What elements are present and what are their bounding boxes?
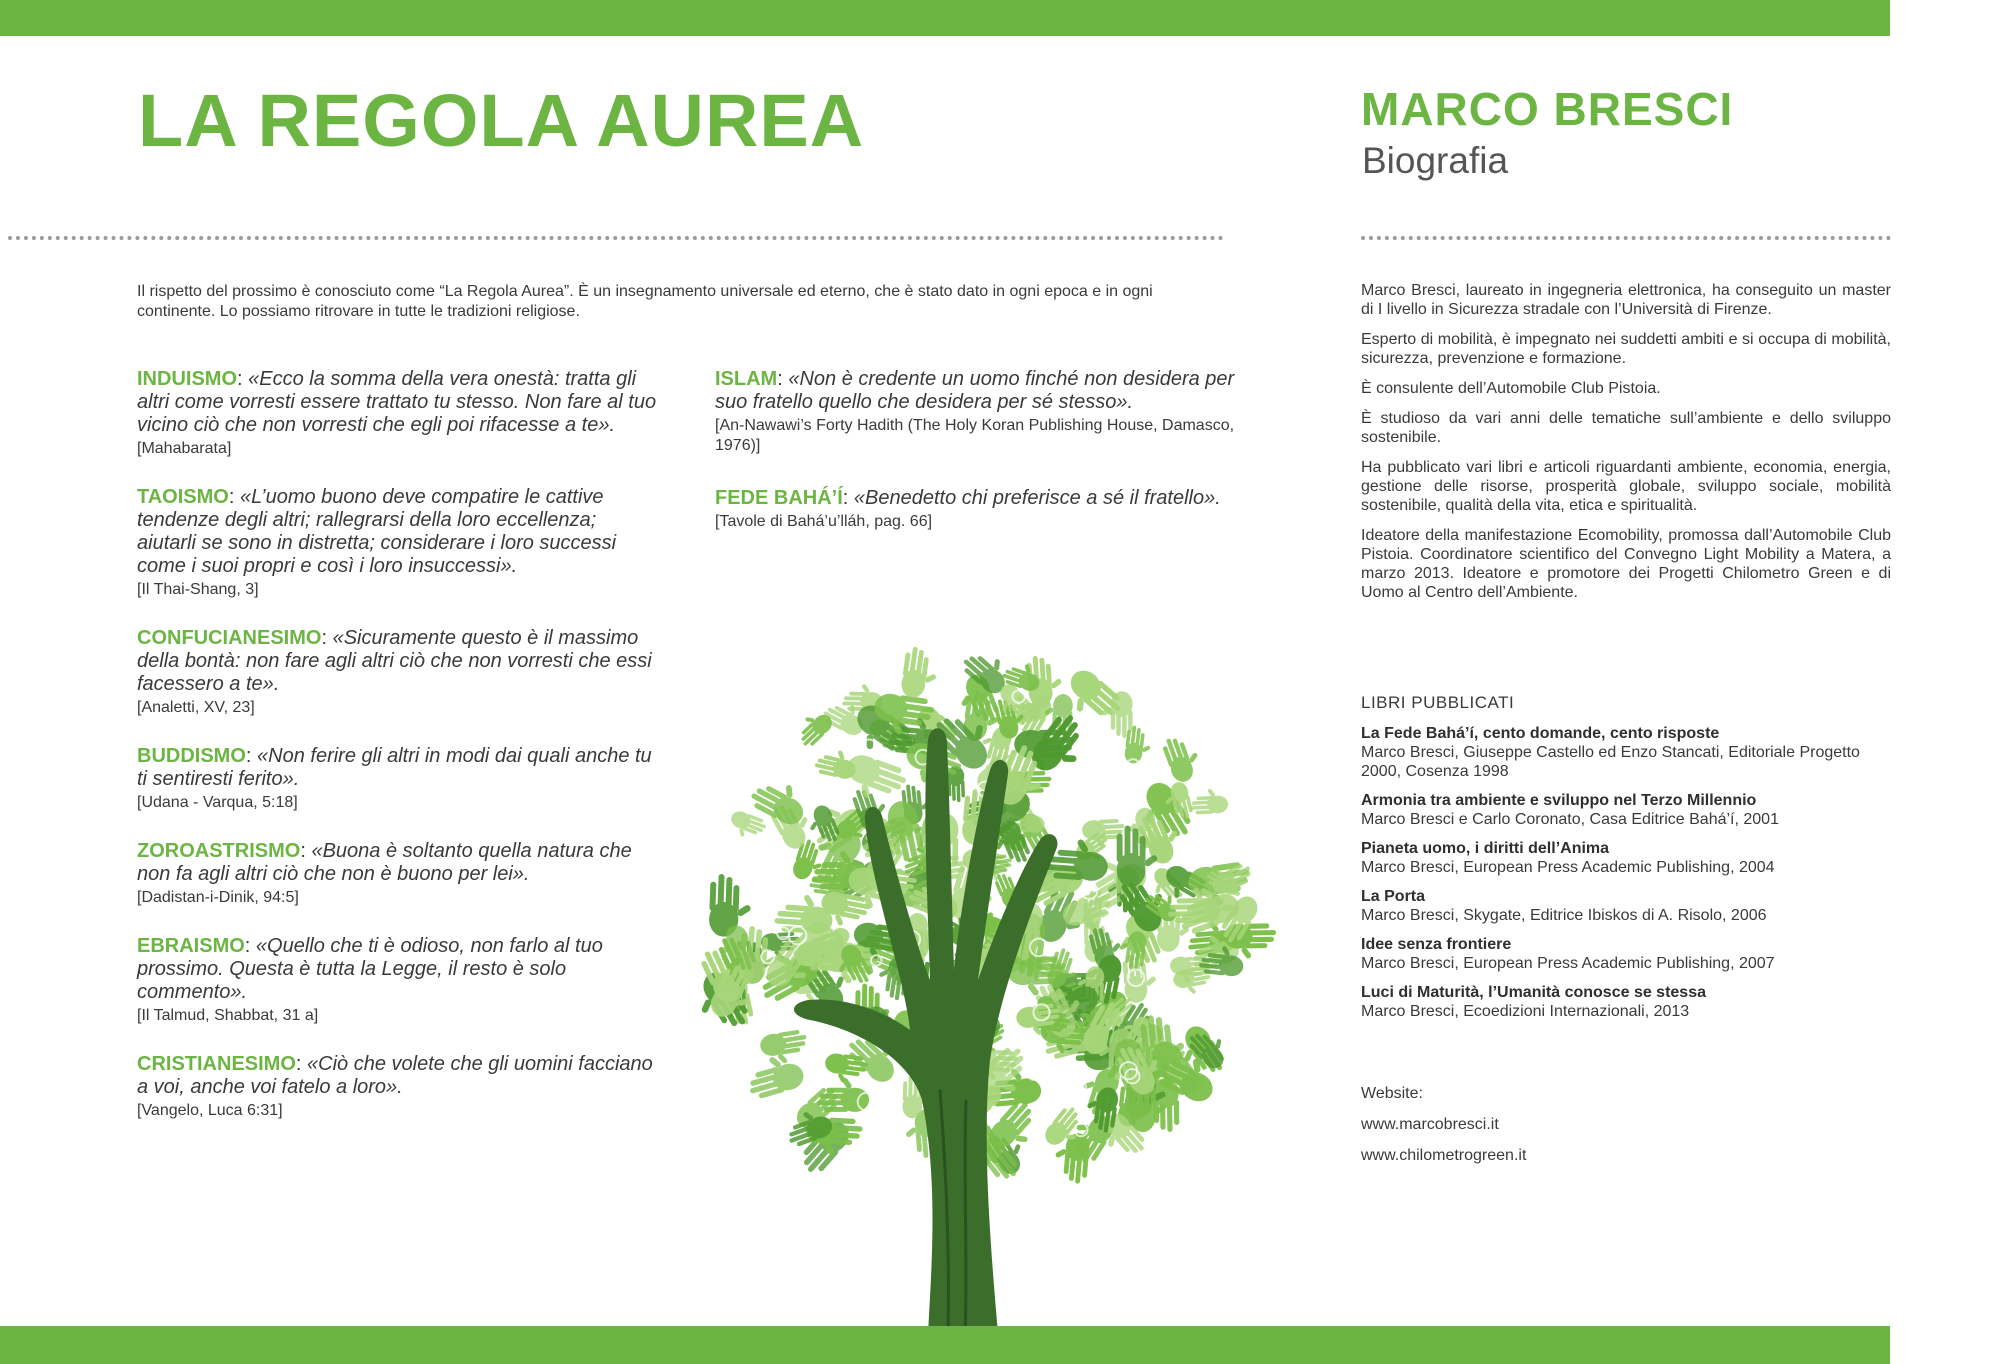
bio-paragraph: Ideatore della manifestazione Ecomobility, promossa dall’Automobile Club Pistoia. Coordinatore scientifico del Convegno Light Mobility a Matera, a marzo 2013. Ideatore e promotore dei Progetti Chilometro Green e di Uomo al Centro dell’Ambiente. bbox=[1361, 527, 1891, 601]
quote-item: ZOROASTRISMO: «Buona è soltanto quella natura che non fa agli altri ciò che non è buono per lei». [Dadistan-i-Dinik, 94:5] bbox=[137, 840, 657, 908]
book-item bbox=[1361, 791, 1901, 829]
book-details: Marco Bresci e Carlo Coronato, Casa Editrice Bahá’í, 2001 bbox=[1361, 811, 1779, 828]
quote-item: CONFUCIANESIMO: «Sicuramente questo è il massimo della bontà: non fare agli altri ciò che non vorresti che essi facessero a te». [Analetti, XV, 23] bbox=[137, 627, 657, 718]
quote-text: «L’uomo buono deve compatire le cattive tendenze degli altri; rallegrarsi della loro eccellenza; aiutarli se sono in distretta; considerare i loro successi come i suoi propri e così i loro insuccessi». bbox=[137, 486, 617, 577]
website-link-chilometrogreen[interactable]: www.chilometrogreen.it bbox=[1361, 1147, 1527, 1164]
website-block bbox=[1361, 1084, 1526, 1177]
book-item bbox=[1361, 935, 1901, 973]
quote-source: [An-Nawawi’s Forty Hadith (The Holy Koran Publishing House, Damasco, 1976)] bbox=[715, 417, 1235, 454]
books-list bbox=[1361, 724, 1901, 1031]
hand-leaf-icon bbox=[1083, 1085, 1120, 1134]
religion-name: TAOISMO bbox=[137, 486, 229, 508]
quote-source: [Il Talmud, Shabbat, 31 a] bbox=[137, 1007, 319, 1024]
book-item bbox=[1361, 839, 1901, 877]
book-title: La Fede Bahá’í, cento domande, cento risposte bbox=[1361, 725, 1720, 742]
hand-leaf-icon bbox=[742, 1049, 806, 1101]
quote-text: «Quello che ti è odioso, non farlo al tuo prossimo. Questa è tutta la Legge, il resto è solo commento». bbox=[137, 935, 603, 1003]
book-title: Armonia tra ambiente e sviluppo nel Terzo Millennio bbox=[1361, 792, 1757, 809]
quote-item: TAOISMO: «L’uomo buono deve compatire le cattive tendenze degli altri; rallegrarsi della loro eccellenza; aiutarli se sono in distretta; considerare i loro successi come i suoi propri e così i loro insuccessi». [Il Thai-Shang, 3] bbox=[137, 486, 657, 600]
quote-text: «Non ferire gli altri in modi dai quali anche tu ti sentiresti ferito». bbox=[137, 745, 652, 790]
hand-tree-icon bbox=[660, 620, 1300, 1334]
quote-item: FEDE BAHÁ’Í: «Benedetto chi preferisce a sé il fratello». [Tavole di Bahá’u’lláh, pag. 66] bbox=[715, 487, 1235, 532]
book-details: Marco Bresci, European Press Academic Publishing, 2007 bbox=[1361, 955, 1775, 972]
quote-source: [Udana - Varqua, 5:18] bbox=[137, 794, 298, 811]
hand-leaf-icon bbox=[900, 646, 941, 701]
spiral-icon bbox=[1190, 830, 1203, 843]
hand-leaf-icon bbox=[1160, 731, 1205, 785]
bio-paragraph: Esperto di mobilità, è impegnato nei suddetti ambiti e si occupa di mobilità, sicurezza, prevenzione e formazione. bbox=[1361, 331, 1891, 367]
quote-item: BUDDISMO: «Non ferire gli altri in modi dai quali anche tu ti sentiresti ferito». [Udana - Varqua, 5:18] bbox=[137, 745, 657, 813]
page-title: LA REGOLA AUREA bbox=[138, 79, 865, 162]
religion-name: EBRAISMO bbox=[137, 935, 245, 957]
hand-leaf-icon bbox=[791, 705, 836, 749]
quote-source: [Mahabarata] bbox=[137, 440, 232, 457]
bio-paragraph: È studioso da vari anni delle tematiche sull’ambiente e dello sviluppo sostenibile. bbox=[1361, 410, 1891, 446]
religion-name: ZOROASTRISMO bbox=[137, 840, 301, 862]
bio-paragraph: Ha pubblicato vari libri e articoli riguardanti ambiente, economia, energia, gestione delle risorse, prosperità globale, sviluppo sociale, mobilità sostenibile, qualità della vita, etica e spiritualità. bbox=[1361, 459, 1891, 514]
religion-name: FEDE BAHÁ’Í bbox=[715, 487, 843, 509]
quote-source: [Il Thai-Shang, 3] bbox=[137, 581, 259, 598]
book-item bbox=[1361, 887, 1901, 925]
quote-source: [Vangelo, Luca 6:31] bbox=[137, 1102, 283, 1119]
dotted-divider-left bbox=[8, 236, 1224, 240]
quotes-column-left bbox=[137, 368, 657, 1148]
book-title: Idee senza frontiere bbox=[1361, 936, 1512, 953]
quote-item: ISLAM: «Non è credente un uomo finché non desidera per suo fratello quello che desidera per sé stesso». [An-Nawawi’s Forty Hadith (The Holy Koran Publishing House, Damasco, 1976)] bbox=[715, 368, 1235, 454]
section-subtitle: Biografia bbox=[1362, 140, 1509, 181]
book-title: La Porta bbox=[1361, 888, 1426, 905]
religion-name: CRISTIANESIMO bbox=[137, 1053, 296, 1075]
quote-source: [Tavole di Bahá’u’lláh, pag. 66] bbox=[715, 513, 933, 530]
quote-text: «Buona è soltanto quella natura che non fa agli altri ciò che non è buono per lei». bbox=[137, 840, 632, 885]
biography bbox=[1361, 281, 1891, 613]
book-details: Marco Bresci, Giuseppe Castello ed Enzo Stancati, Editoriale Progetto 2000, Cosenza 1998 bbox=[1361, 744, 1860, 780]
quote-item: EBRAISMO: «Quello che ti è odioso, non farlo al tuo prossimo. Questa è tutta la Legge, il resto è solo commento». [Il Talmud, Shabbat, 31 a] bbox=[137, 935, 657, 1026]
books-heading: LIBRI PUBBLICATI bbox=[1361, 693, 1515, 712]
dotted-divider-right bbox=[1361, 236, 1891, 240]
quote-text: «Sicuramente questo è il massimo della bontà: non fare agli altri ciò che non vorresti che essi facessero a te». bbox=[137, 627, 652, 695]
book-details: Marco Bresci, Skygate, Editrice Ibiskos di A. Risolo, 2006 bbox=[1361, 907, 1767, 924]
intro-paragraph: Il rispetto del prossimo è conosciuto come “La Regola Aurea”. È un insegnamento universale ed eterno, che è stato dato in ogni epoca e in ogni continente. Lo possiamo ritrovare in tutte le tradizioni religiose. bbox=[137, 283, 1153, 320]
hand-leaf-icon bbox=[759, 1029, 810, 1068]
quote-text: «Non è credente un uomo finché non desidera per suo fratello quello che desidera per sé stesso». bbox=[715, 368, 1235, 413]
bio-paragraph: È consulente dell’Automobile Club Pistoia. bbox=[1361, 380, 1661, 397]
spiral-icon bbox=[804, 1051, 816, 1063]
religion-name: CONFUCIANESIMO bbox=[137, 627, 322, 649]
spiral-icon bbox=[792, 881, 802, 891]
quote-text: «Benedetto chi preferisce a sé il fratello». bbox=[853, 487, 1221, 509]
website-label: Website: bbox=[1361, 1085, 1423, 1102]
bottom-green-bar bbox=[0, 1326, 1890, 1364]
spiral-icon bbox=[1094, 793, 1108, 807]
top-green-bar bbox=[0, 0, 1890, 36]
spiral-icon bbox=[1028, 1069, 1039, 1080]
author-name: MARCO BRESCI bbox=[1361, 83, 1734, 135]
quotes-column-right bbox=[715, 368, 1235, 563]
website-link-marcobresci[interactable]: www.marcobresci.it bbox=[1361, 1116, 1499, 1133]
quote-source: [Dadistan-i-Dinik, 94:5] bbox=[137, 889, 299, 906]
book-title: Pianeta uomo, i diritti dell’Anima bbox=[1361, 840, 1610, 857]
quote-text: «Ecco la somma della vera onestà: tratta gli altri come vorresti essere trattato tu stesso. Non fare al tuo vicino ciò che non vorresti che egli poi rifacesse a te». bbox=[137, 368, 657, 436]
hand-leaf-icon bbox=[726, 809, 768, 844]
book-item bbox=[1361, 983, 1901, 1021]
religion-name: INDUISMO bbox=[137, 368, 237, 390]
spiral-icon bbox=[756, 913, 767, 924]
religion-name: BUDDISMO bbox=[137, 745, 246, 767]
quote-text: «Ciò che volete che gli uomini facciano a voi, anche voi fatelo a loro». bbox=[137, 1053, 653, 1098]
book-details: Marco Bresci, Ecoedizioni Internazionali, 2013 bbox=[1361, 1003, 1690, 1020]
hand-leaf-icon bbox=[1190, 787, 1229, 814]
book-title: Luci di Maturità, l’Umanità conosce se stessa bbox=[1361, 984, 1706, 1001]
quote-item: INDUISMO: «Ecco la somma della vera onestà: tratta gli altri come vorresti essere trattato tu stesso. Non fare al tuo vicino ciò che non vorresti che egli poi rifacesse a te». [Mahabarata] bbox=[137, 368, 657, 457]
hand-leaf-icon bbox=[1124, 725, 1154, 765]
book-item bbox=[1361, 724, 1901, 781]
quote-item: CRISTIANESIMO: «Ciò che volete che gli uomini facciano a voi, anche voi fatelo a loro». [Vangelo, Luca 6:31] bbox=[137, 1053, 657, 1121]
bio-paragraph: Marco Bresci, laureato in ingegneria elettronica, ha conseguito un master di I livello in Sicurezza stradale con l’Università di Firenze. bbox=[1361, 282, 1891, 318]
book-details: Marco Bresci, European Press Academic Publishing, 2004 bbox=[1361, 859, 1775, 876]
religion-name: ISLAM bbox=[715, 368, 778, 390]
quote-source: [Analetti, XV, 23] bbox=[137, 699, 255, 716]
